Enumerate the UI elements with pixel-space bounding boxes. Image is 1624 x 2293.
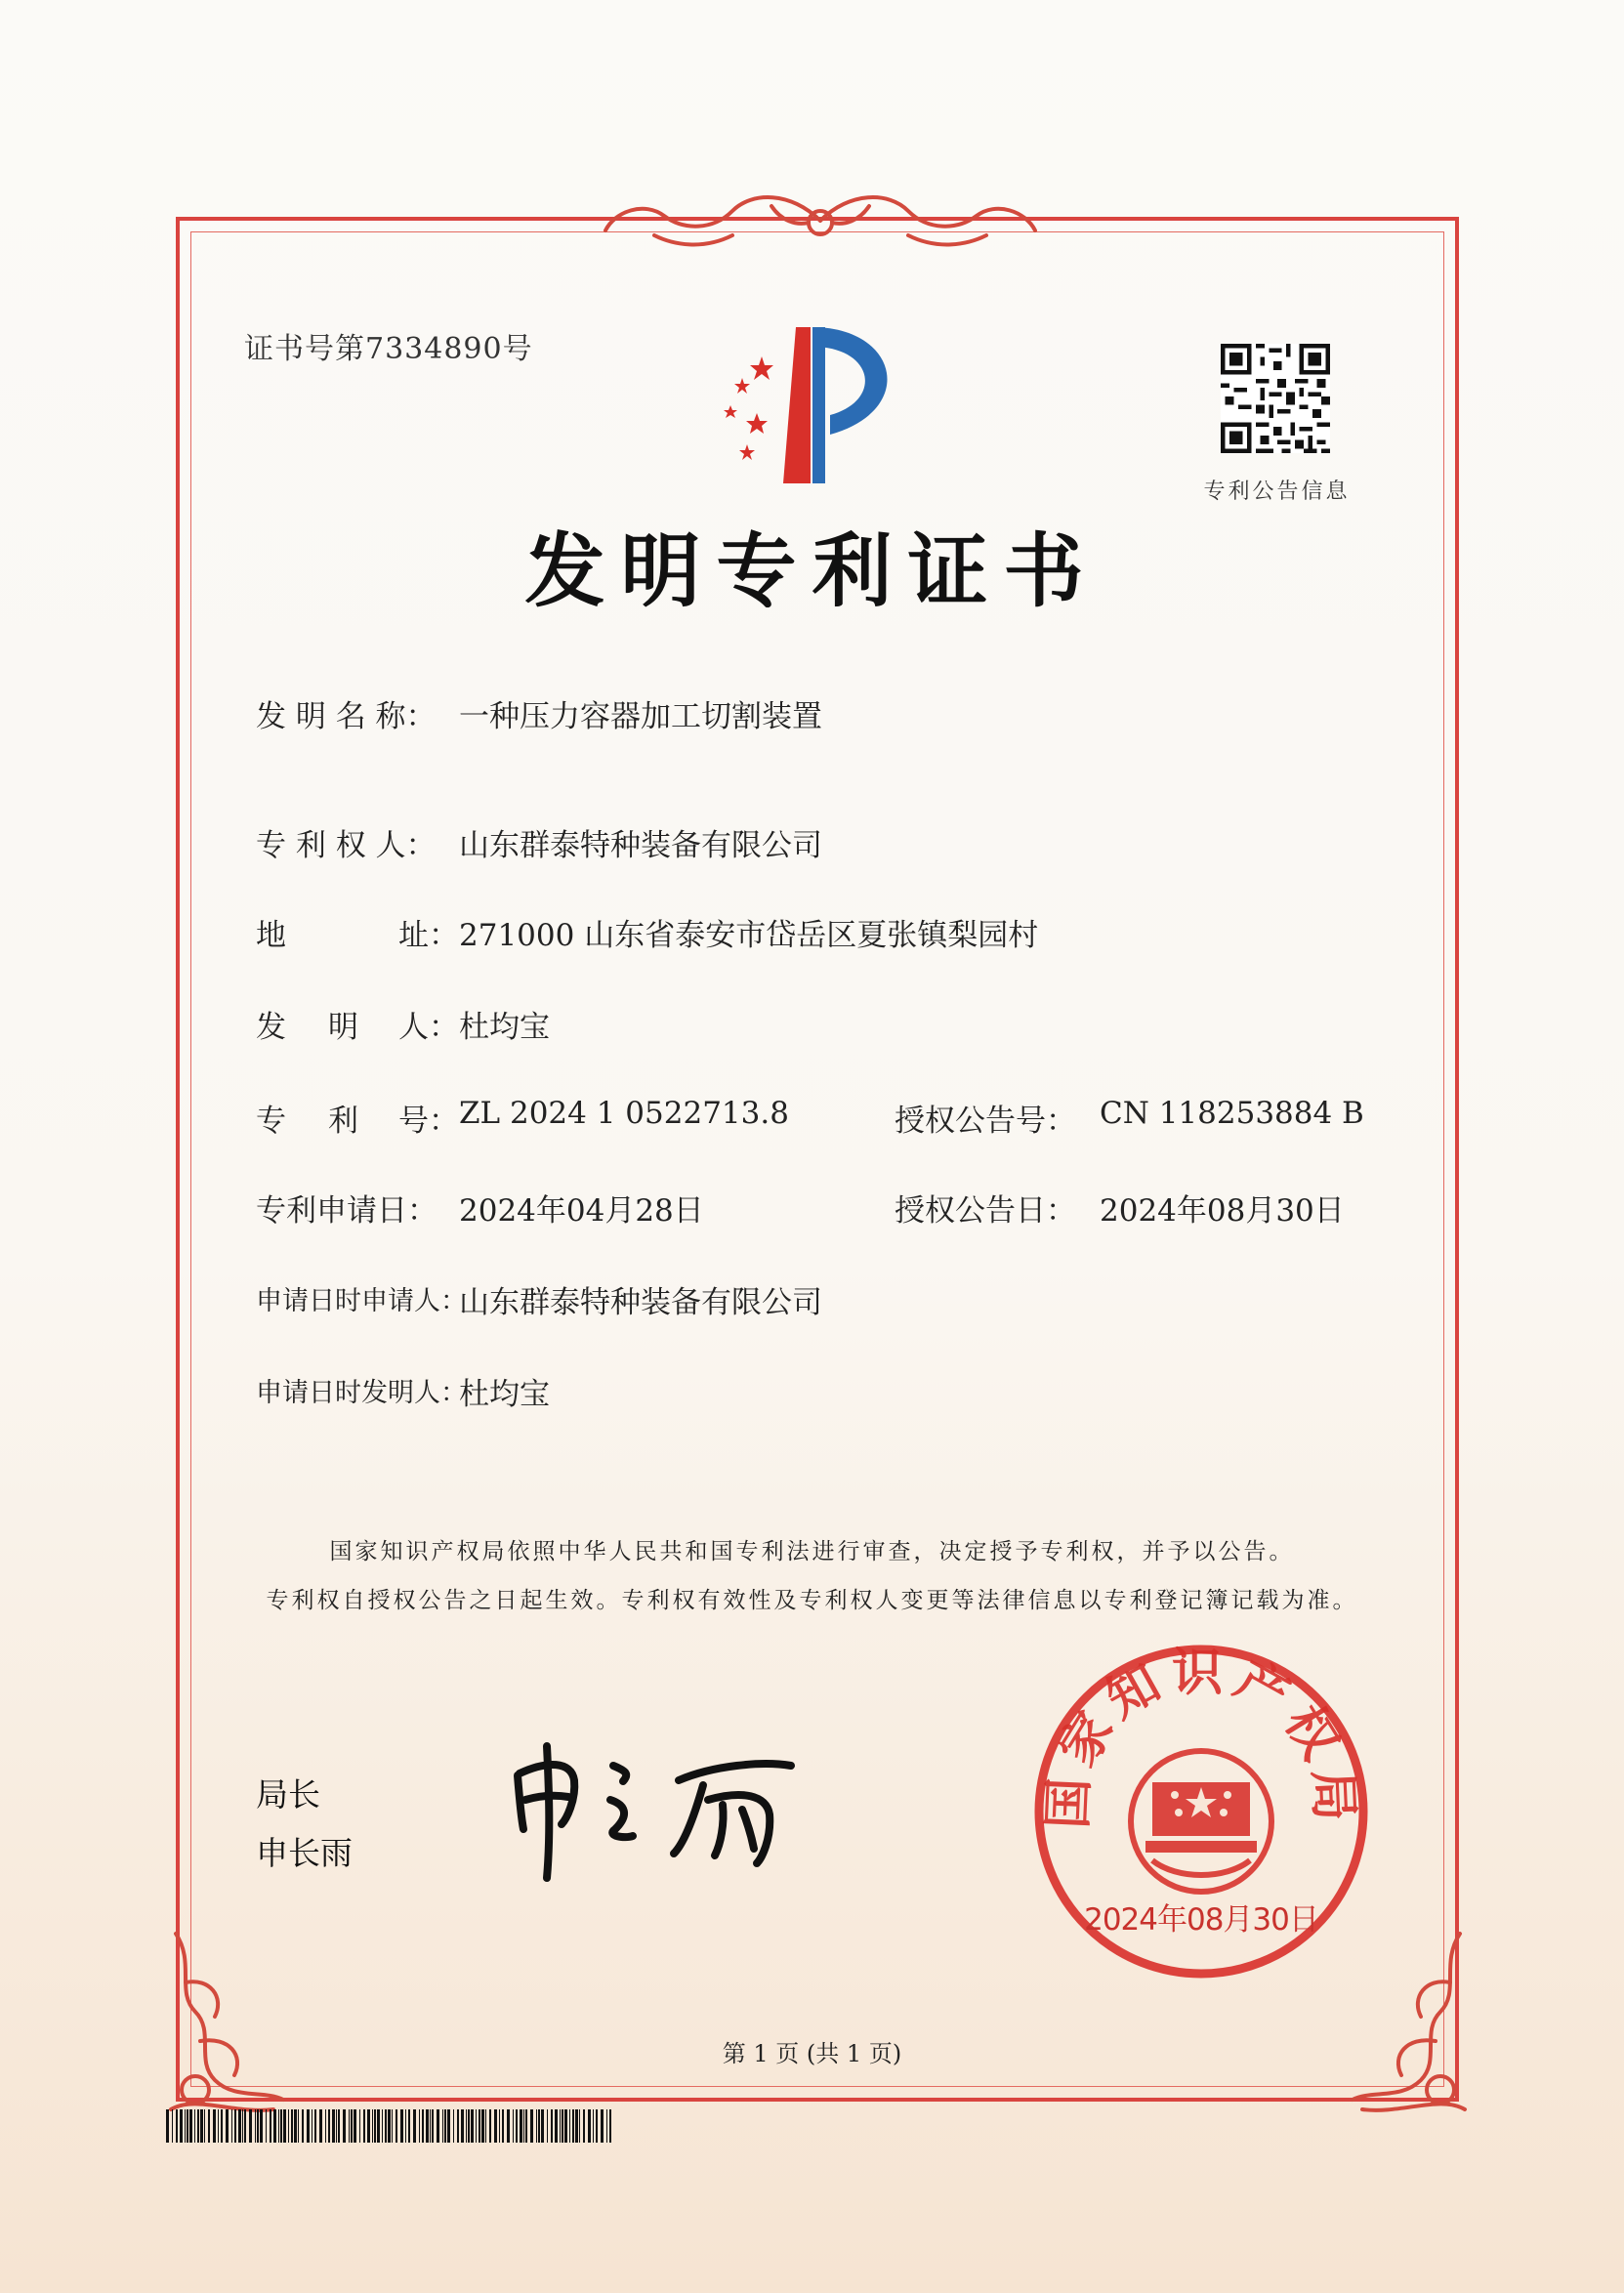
qr-caption: 专利公告信息 <box>1203 479 1351 504</box>
seal-text: 国家知识产权局 <box>1037 1643 1365 1830</box>
applicant-at-filing-label: 申请日时申请人： <box>256 1286 467 1316</box>
address-label-colon: 址： <box>398 918 459 953</box>
address: 271000 山东省泰安市岱岳区夏张镇梨园村 <box>459 918 1039 953</box>
inventor: 杜均宝 <box>459 1010 550 1045</box>
cnipa-logo <box>703 317 937 493</box>
certificate-number: 证书号第7334890号 <box>244 332 533 366</box>
filing-date: 2024年04月28日 <box>459 1193 704 1229</box>
director-name: 申长雨 <box>256 1834 353 1872</box>
filing-date-label: 专利申请日： <box>256 1193 437 1229</box>
inventor-at-filing-label: 申请日时发明人： <box>256 1378 467 1408</box>
applicant-at-filing: 山东群泰特种装备有限公司 <box>459 1285 822 1320</box>
inventor-label-mid: 明 <box>328 1010 358 1045</box>
seal-date: 2024年08月30日 <box>1084 1902 1318 1938</box>
director-title: 局长 <box>256 1775 320 1814</box>
director-signature <box>508 1727 840 1888</box>
inventor-label: 发 <box>256 1010 286 1045</box>
grant-publication-number-label: 授权公告号： <box>895 1104 1076 1139</box>
barcode <box>166 2109 615 2143</box>
top-ornament <box>586 182 1055 260</box>
grant-publication-date: 2024年08月30日 <box>1100 1193 1345 1229</box>
patent-number-label-mid: 利 <box>328 1104 358 1139</box>
invention-name-label: 发 明 名 称： <box>256 699 437 734</box>
patentee: 山东群泰特种装备有限公司 <box>459 828 822 863</box>
legal-notice-line-1: 国家知识产权局依照中华人民共和国专利法进行审查，决定授予专利权，并予以公告。 <box>329 1539 1295 1564</box>
grant-publication-number: CN 118253884 B <box>1100 1096 1364 1131</box>
patentee-label: 专 利 权 人： <box>256 828 437 863</box>
grant-publication-date-label: 授权公告日： <box>895 1193 1076 1229</box>
qr-code[interactable] <box>1221 344 1330 453</box>
address-label: 地 <box>256 918 286 953</box>
patent-number-label-colon: 号： <box>398 1104 459 1139</box>
inventor-at-filing: 杜均宝 <box>459 1377 550 1412</box>
bottom-left-ornament <box>156 1924 293 2119</box>
page-number: 第 1 页 (共 1 页) <box>722 2040 902 2067</box>
invention-name: 一种压力容器加工切割装置 <box>459 699 822 734</box>
patent-number-label: 专 <box>256 1104 286 1139</box>
certificate-title: 发明专利证书 <box>524 524 1100 618</box>
patent-number: ZL 2024 1 0522713.8 <box>459 1096 789 1131</box>
legal-notice-line-2: 专利权自授权公告之日起生效。专利权有效性及专利权人变更等法律信息以专利登记簿记载为准。 <box>266 1588 1358 1613</box>
national-emblem-icon <box>1131 1751 1271 1892</box>
inventor-label-colon: 人： <box>398 1010 459 1045</box>
